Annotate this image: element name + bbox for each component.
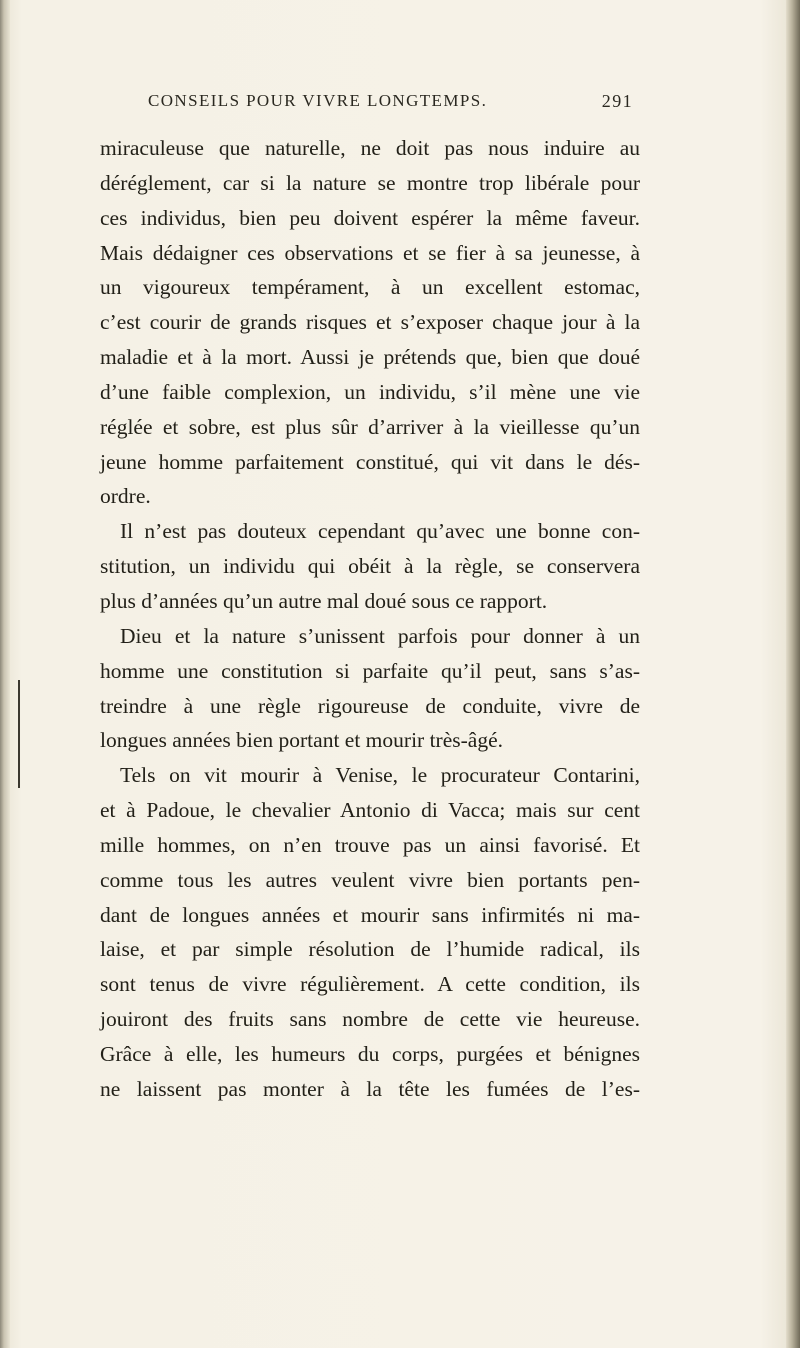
text-line: jouiront des fruits sans nombre de cette vie heureuse.	[100, 1007, 640, 1032]
text-line: ordre.	[100, 484, 151, 509]
text-line: homme une constitution si parfaite qu’il peut, sans s’as-	[100, 658, 640, 683]
text-line: un vigoureux tempérament, à un excellent estomac,	[100, 275, 640, 300]
text-line: longues années bien portant et mourir très-âgé.	[100, 728, 503, 753]
margin-mark	[18, 680, 20, 788]
text-line: jeune homme parfaitement constitué, qui vit dans le dés-	[100, 449, 640, 474]
page-number: 291	[601, 91, 633, 111]
text-line: mille hommes, on n’en trouve pas un ainsi favorisé. Et	[100, 832, 640, 857]
text-line: réglée et sobre, est plus sûr d’arriver à la vieillesse qu’un	[100, 414, 640, 439]
text-line: c’est courir de grands risques et s’exposer chaque jour à la	[100, 310, 640, 335]
text-line: d’une faible complexion, un individu, s’il mène une vie	[100, 379, 640, 404]
text-line: Mais dédaigner ces observations et se fier à sa jeunesse, à	[100, 240, 640, 265]
text-line: Grâce à elle, les humeurs du corps, purgées et bénignes	[100, 1041, 640, 1066]
text-line: treindre à une règle rigoureuse de conduite, vivre de	[100, 693, 640, 718]
text-line: déréglement, car si la nature se montre trop libérale pour	[100, 170, 640, 195]
text-line: maladie et à la mort. Aussi je prétends que, bien que doué	[100, 345, 640, 370]
text-line: ne laissent pas monter à la tête les fumées de l’es-	[100, 1076, 640, 1101]
text-line: laise, et par simple résolution de l’humide radical, ils	[100, 937, 640, 962]
text-line: comme tous les autres veulent vivre bien portants pen-	[100, 867, 640, 892]
page-left-edge-shadow	[0, 0, 10, 1348]
text-line: dant de longues années et mourir sans infirmités ni ma-	[100, 902, 640, 927]
text-line: sont tenus de vivre régulièrement. A cette condition, ils	[100, 972, 640, 997]
body-text	[100, 131, 640, 1107]
text-line: et à Padoue, le chevalier Antonio di Vacca; mais sur cent	[100, 798, 640, 823]
running-head	[148, 91, 633, 117]
text-line: miraculeuse que naturelle, ne doit pas nous induire au	[100, 136, 640, 160]
text-line: Il n’est pas douteux cependant qu’avec une bonne con-	[120, 519, 640, 544]
text-line: Tels on vit mourir à Venise, le procurateur Contarini,	[120, 763, 640, 788]
text-line: stitution, un individu qui obéit à la règle, se conservera	[100, 554, 640, 579]
page-right-edge-shadow	[786, 0, 800, 1348]
text-line: plus d’années qu’un autre mal doué sous ce rapport.	[100, 588, 548, 613]
running-head-title: CONSEILS POUR VIVRE LONGTEMPS.	[148, 91, 488, 110]
text-line: ces individus, bien peu doivent espérer la même faveur.	[100, 205, 640, 230]
text-line: Dieu et la nature s’unissent parfois pour donner à un	[120, 623, 640, 648]
